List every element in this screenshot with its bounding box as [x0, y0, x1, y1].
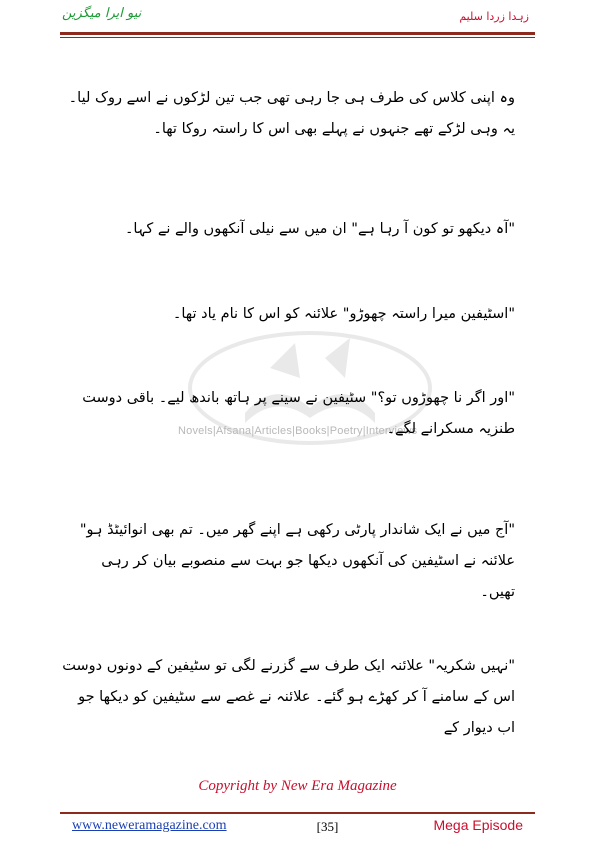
- paragraph-1: وہ اپنی کلاس کی طرف ہی جا رہی تھی جب تین لڑکوں نے اسے روک لیا۔ یہ وہی لڑکے تھے جنہوں نے پہلے بھی اس کا راستہ روکا تھا۔: [68, 90, 515, 137]
- paragraph-6: "نہیں شکریہ" علائنہ ایک طرف سے گزرنے لگی تو سٹیفین کے دونوں دوست اس کے سامنے آ کر کھڑے ہو گئے۔ علائنہ نے غصے سے سٹیفین کو دیکھا جو اب دیوار کے: [62, 658, 515, 736]
- author-name: زہدا زردا سلیم: [459, 10, 529, 23]
- magazine-name: نیو ایرا میگزین: [62, 6, 142, 21]
- paragraph-2: "آہ دیکھو تو کون آ رہا ہے" ان میں سے نیلی آنکھوں والے نے کہا۔: [124, 221, 515, 237]
- paragraph-3: "اسٹیفین میرا راستہ چھوڑو" علائنہ کو اس کا نام یاد تھا۔: [172, 306, 515, 322]
- page-number: [35]: [316, 819, 339, 834]
- header-rule-thin: [60, 37, 535, 38]
- copyright-notice: Copyright by New Era Magazine: [198, 778, 397, 794]
- paragraph-5: "آج میں نے ایک شاندار پارٹی رکھی ہے اپنے گھر میں۔ تم بھی انوائیٹڈ ہو" علائنہ نے اسٹیفین کی آنکھوں دیکھا جو بہت سے منصوبے بیان کر رہی تھیں۔: [79, 522, 515, 600]
- watermark-text: Novels|Afsana|Articles|Books|Poetry|Interviews: [178, 425, 418, 437]
- website-link[interactable]: www.neweramagazine.com: [72, 818, 227, 833]
- header-rule: [60, 32, 535, 35]
- paragraph-4: "اور اگر نا چھوڑوں تو؟" سٹیفین نے سینے پر ہاتھ باندھ لیے۔ باقی دوست طنزیہ مسکرانے لگے۔: [82, 390, 515, 437]
- footer-rule: [60, 812, 535, 814]
- episode-label: Mega Episode: [433, 817, 523, 833]
